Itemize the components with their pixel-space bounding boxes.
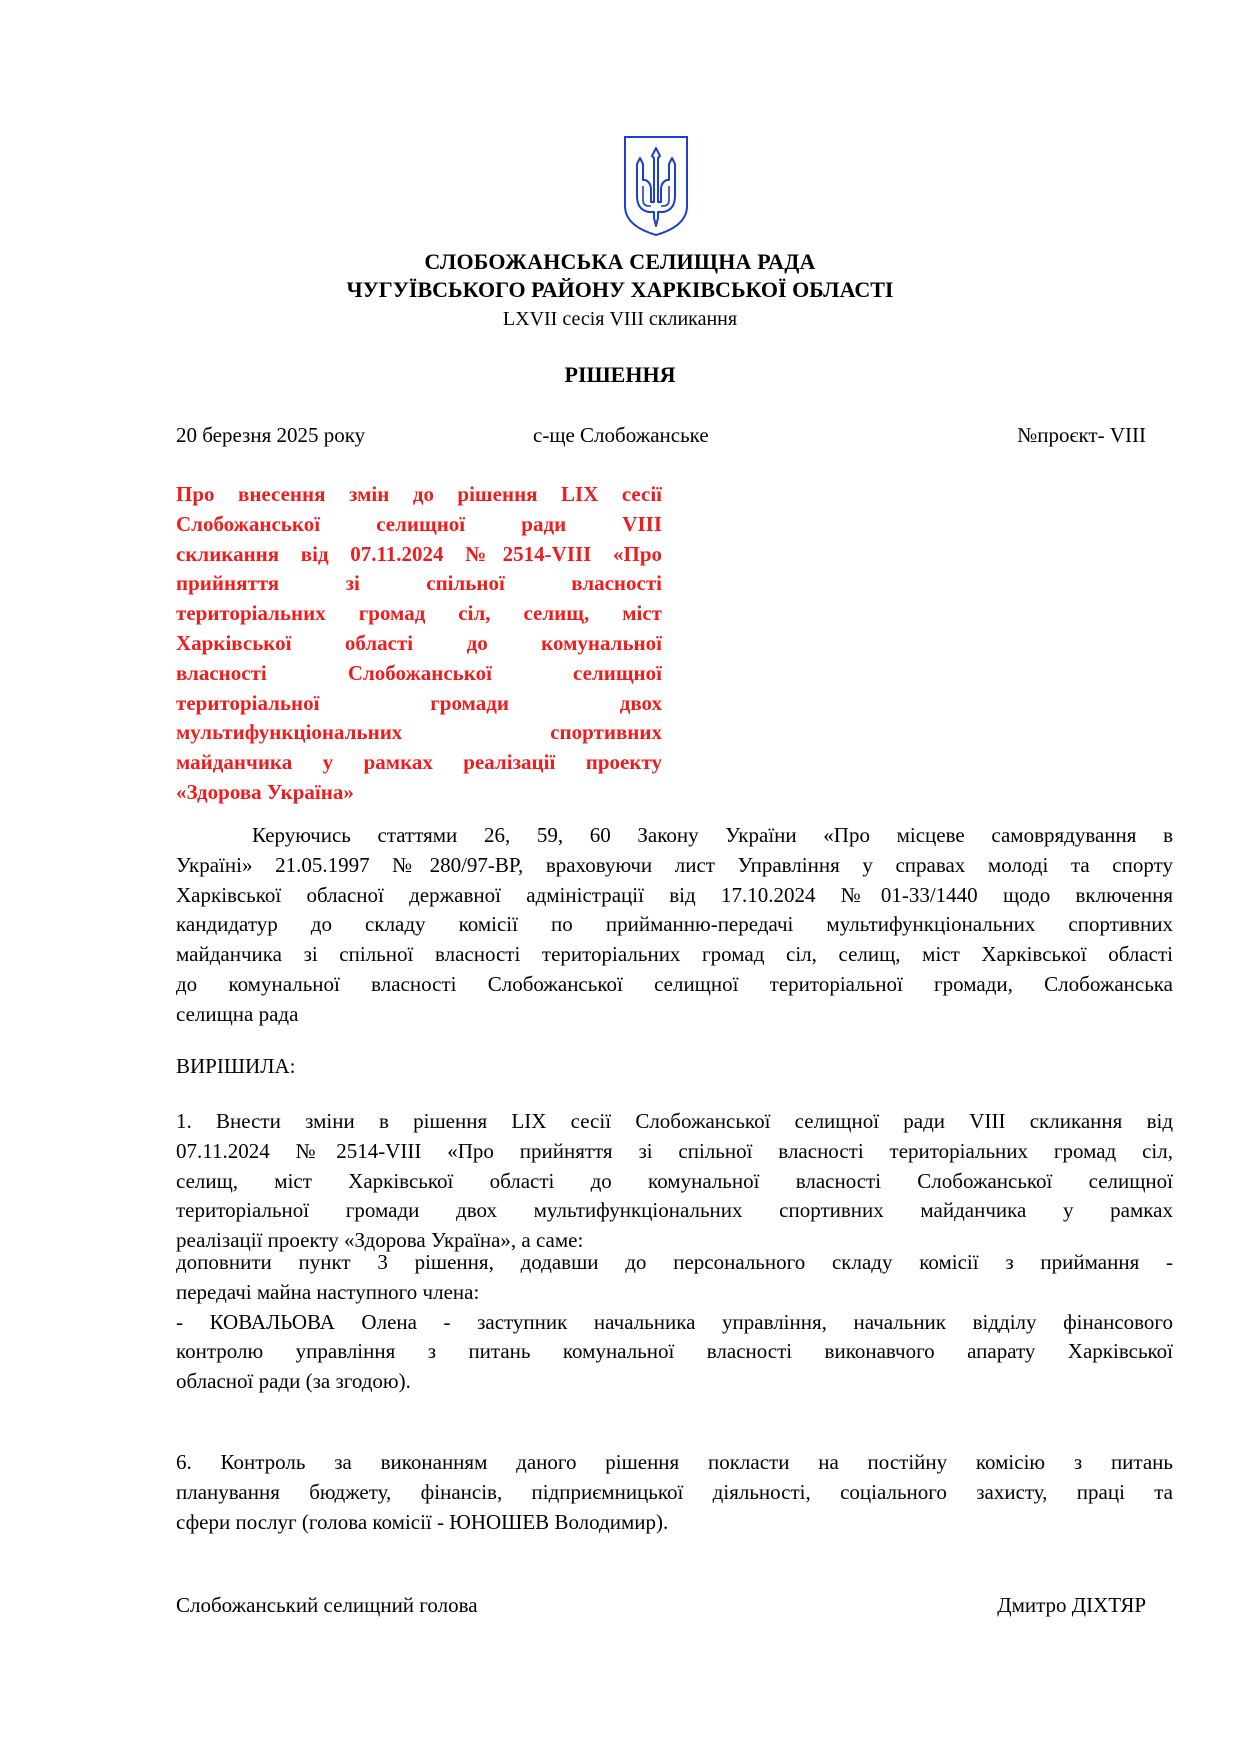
preamble-line: до комунальної власності Слобожанської селищної територіальної громади, Слобожанська bbox=[176, 971, 1173, 996]
signatory-position: Слобожанський селищний голова bbox=[176, 1593, 478, 1617]
preamble-line: селищна рада bbox=[176, 1001, 299, 1026]
document-meta-row bbox=[176, 422, 1146, 450]
item-1-line: селищ, міст Харківської області до комунальної власності Слобожанської селищної bbox=[176, 1168, 1173, 1193]
council-name: СЛОБОЖАНСЬКА СЕЛИЩНА РАДА bbox=[424, 249, 816, 274]
preamble-line: Керуючись статтями 26, 59, 60 Закону України «Про місцеве самоврядування в bbox=[252, 823, 1173, 847]
preamble-line: Харківської обласної державної адміністрації від 17.10.2024 №01-33/1440 щодо включення bbox=[176, 882, 1173, 907]
preamble-line: Україні» 21.05.1997 №280/97-ВР, враховуючи лист Управління у справах молоді та спорту bbox=[176, 852, 1173, 877]
subject-line: «Здорова Україна» bbox=[176, 779, 354, 804]
document-place: с-ще Слобожанське bbox=[533, 423, 709, 447]
item-1-paragraph bbox=[176, 1107, 1173, 1256]
supplement-line: передачі майна наступного члена: bbox=[176, 1279, 480, 1304]
decision-subject bbox=[176, 480, 662, 808]
trident-coat-of-arms-icon bbox=[621, 134, 691, 238]
item-6-paragraph bbox=[176, 1448, 1173, 1537]
supplement-line: контролю управління з питань комунальної власності виконавчого апарату Харківської bbox=[176, 1339, 1173, 1364]
subject-line: прийняття зі спільної власності bbox=[176, 571, 662, 596]
subject-line: територіальної громади двох bbox=[176, 690, 662, 715]
preamble-line: кандидатур до складу комісії по прийманню-передачі мультифункціональних спортивних bbox=[176, 912, 1173, 937]
subject-line: Про внесення змін до рішення LIX сесії bbox=[176, 482, 662, 506]
supplement-line: обласної ради (за згодою). bbox=[176, 1369, 411, 1394]
signature-row bbox=[176, 1592, 1146, 1620]
subject-line: власності Слобожанської селищної bbox=[176, 660, 662, 685]
signatory-name: Дмитро ДІХТЯР bbox=[997, 1593, 1146, 1617]
preamble-paragraph bbox=[176, 821, 1173, 1030]
subject-line: Слобожанської селищної ради VIII bbox=[176, 511, 662, 536]
supplement-line: - КОВАЛЬОВА Олена - заступник начальника управління, начальник відділу фінансового bbox=[176, 1309, 1173, 1334]
item-6-line: сфери послуг (голова комісії - ЮНОШЕВ Володимир). bbox=[176, 1509, 669, 1534]
subject-line: територіальних громад сіл, селищ, міст bbox=[176, 601, 662, 626]
subject-line: Харківської області до комунальної bbox=[176, 630, 662, 655]
subject-line: мультифункціональних спортивних bbox=[176, 720, 662, 745]
item-6-line: планування бюджету, фінансів, підприємницької діяльності, соціального захисту, праці та bbox=[176, 1479, 1173, 1504]
item-1-line: 07.11.2024 №2514-VIII «Про прийняття зі спільної власності територіальних громад сіл, bbox=[176, 1138, 1173, 1163]
page-title: РІШЕННЯ bbox=[564, 362, 676, 387]
decided-heading: ВИРІШИЛА: bbox=[176, 1054, 296, 1078]
district-name: ЧУГУЇВСЬКОГО РАЙОНУ ХАРКІВСЬКОЇ ОБЛАСТІ bbox=[346, 277, 894, 302]
supplement-paragraph bbox=[176, 1248, 1173, 1397]
supplement-line: доповнити пункт 3 рішення, додавши до персонального складу комісії з приймання - bbox=[176, 1250, 1173, 1274]
item-1-line: реалізації проекту «Здорова Україна», а саме: bbox=[176, 1228, 584, 1253]
document-date: 20 березня 2025 року bbox=[176, 423, 366, 447]
subject-line: майданчика у рамках реалізації проекту bbox=[176, 750, 662, 775]
document-number: №проєкт- VIII bbox=[1017, 423, 1146, 447]
subject-line: скликання від 07.11.2024 №2514-VIII «Про bbox=[176, 541, 662, 566]
item-1-line: територіальної громади двох мультифункціональних спортивних майданчика у рамках bbox=[176, 1198, 1173, 1223]
item-6-line: 6. Контроль за виконанням даного рішення покласти на постійну комісію з питань bbox=[176, 1450, 1173, 1474]
session-info: LXVII сесія VIII скликання bbox=[502, 308, 738, 330]
item-1-line: 1. Внести зміни в рішення LIX сесії Слобожанської селищної ради VIII скликання від bbox=[176, 1109, 1173, 1133]
preamble-line: майданчика зі спільної власності територіальних громад сіл, селищ, міст Харківської області bbox=[176, 942, 1173, 967]
